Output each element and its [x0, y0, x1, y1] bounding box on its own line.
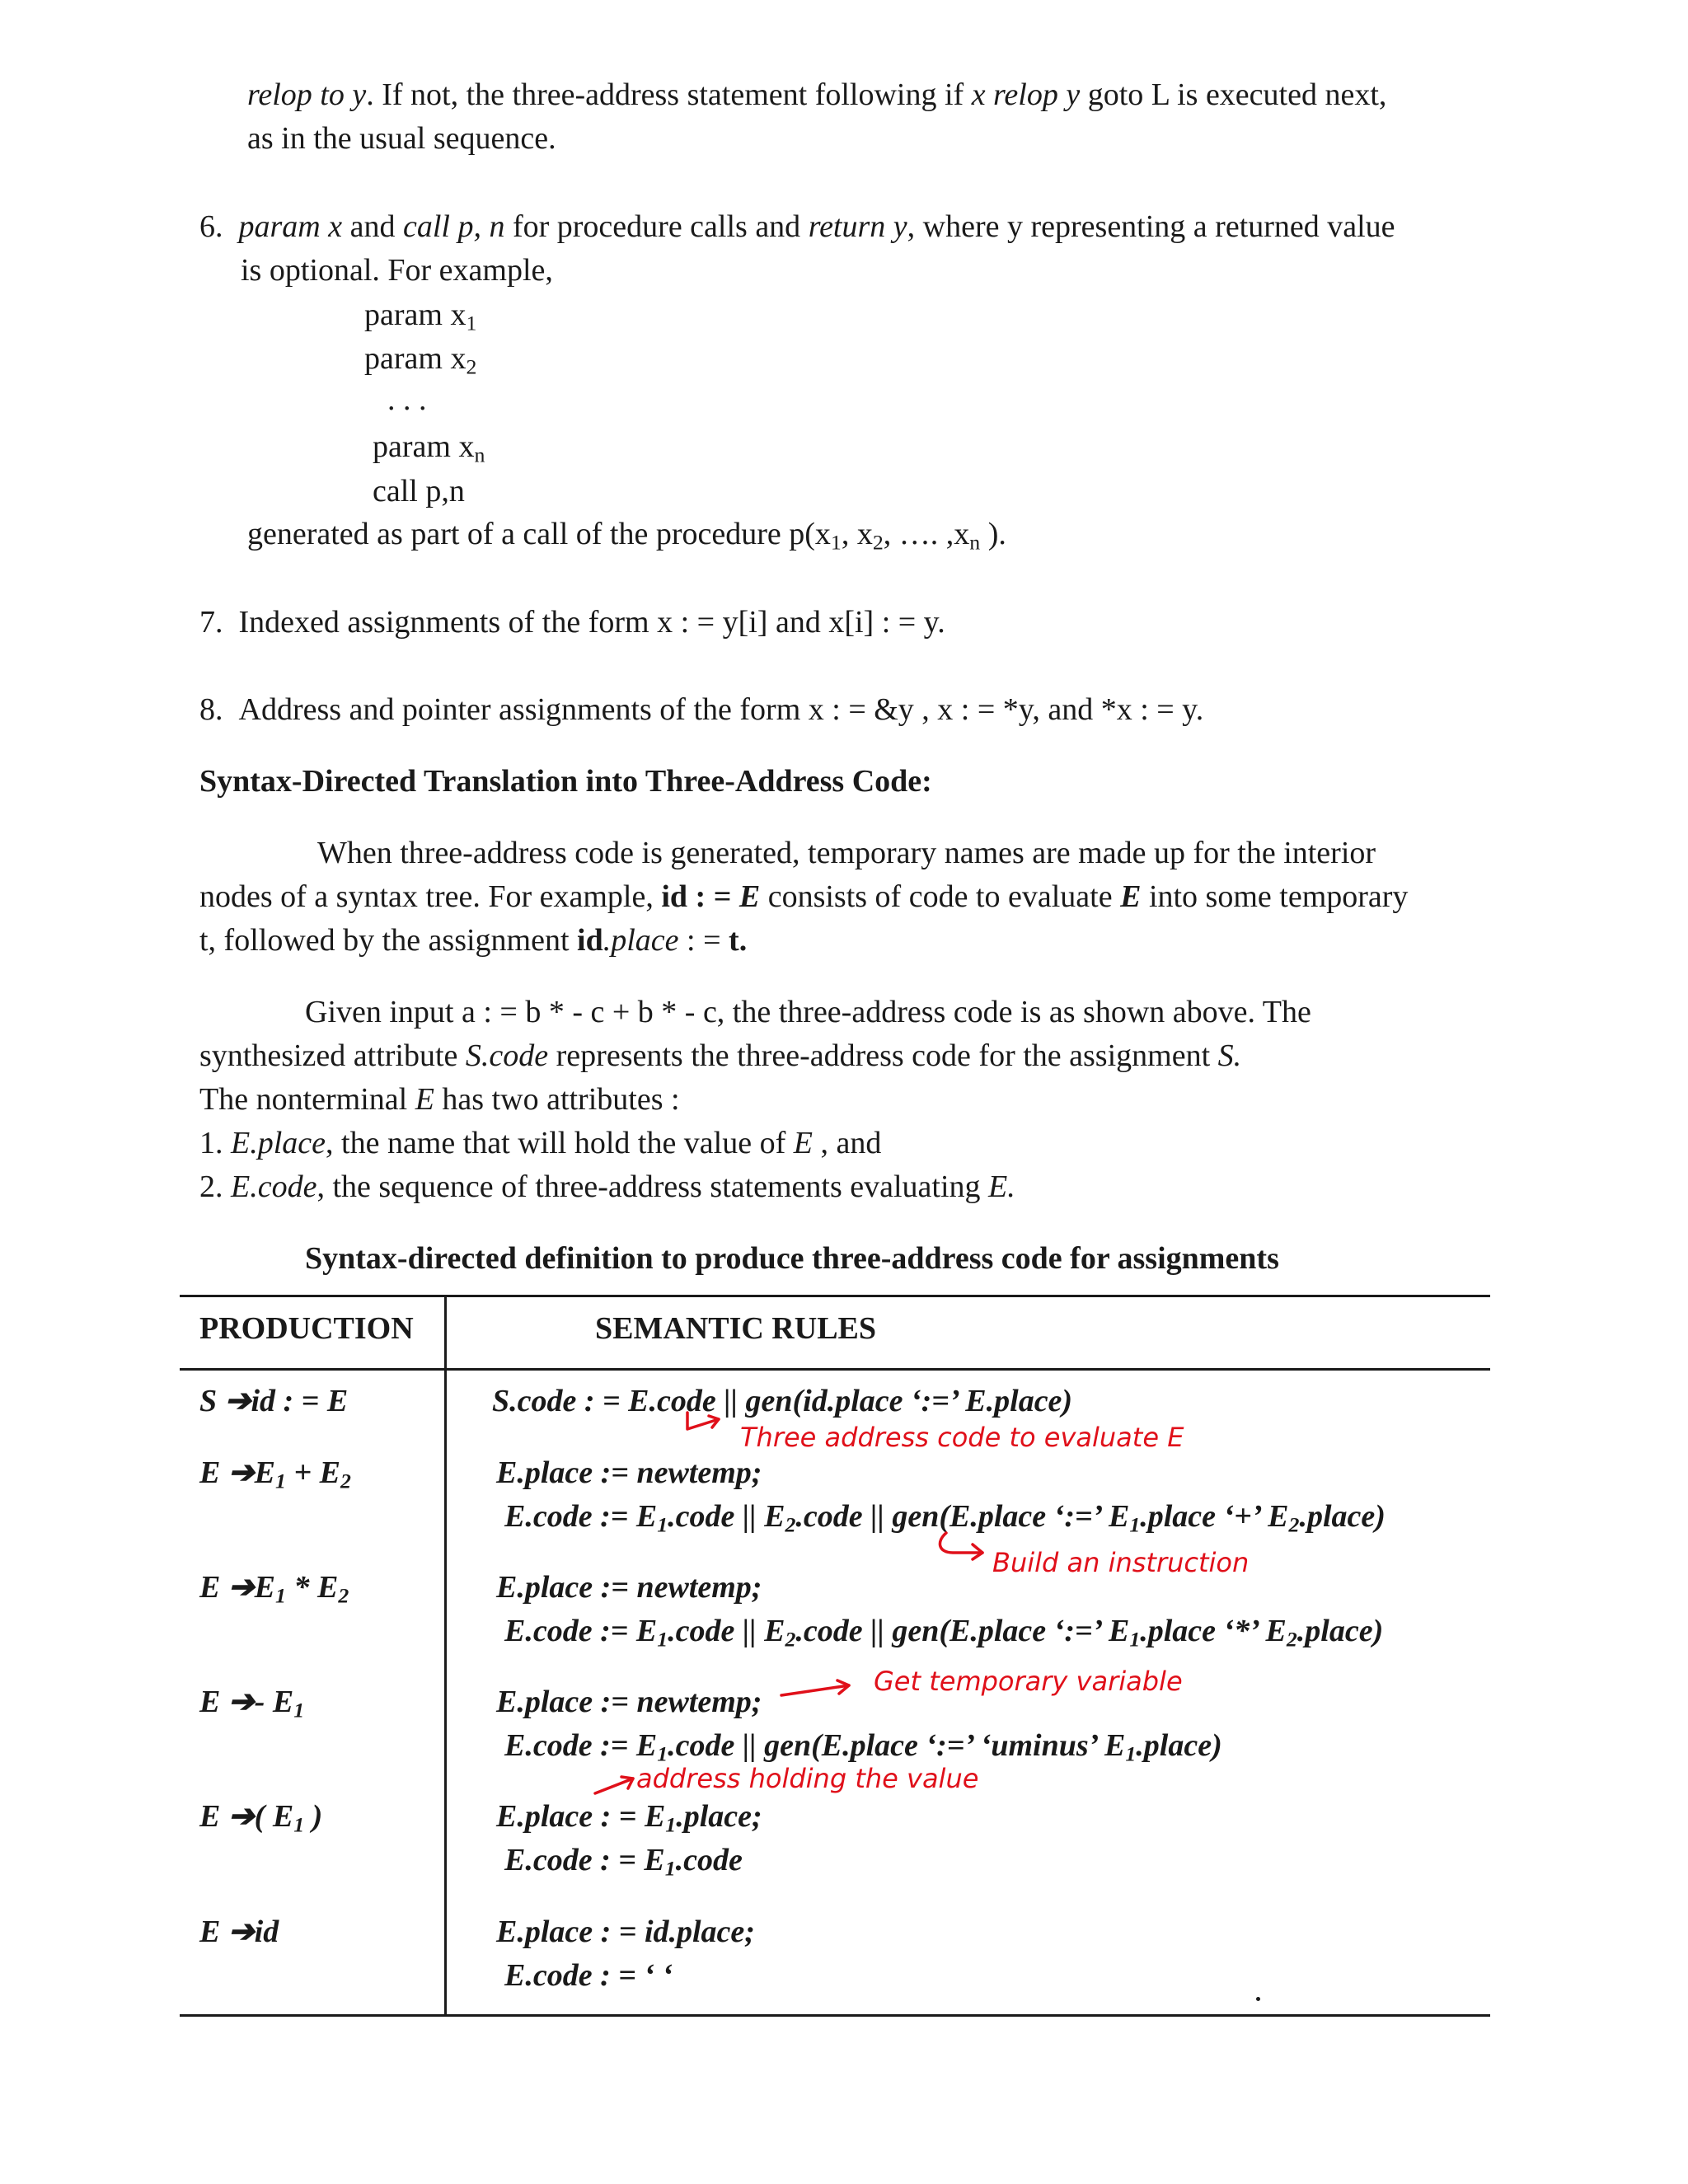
prod-text: ) [304, 1799, 323, 1834]
intro-relop-text: relop to y [247, 77, 367, 112]
annotation-arrow-4 [593, 1772, 640, 1797]
prod-e-paren [199, 1801, 322, 1835]
gen-sub: 1 [830, 530, 842, 555]
prod-sub: 1 [293, 1812, 305, 1837]
annotation-build-instruction: Build an instruction [992, 1547, 1250, 1578]
call-p-n-text: call p, n [402, 209, 505, 244]
item-6-line-1 [199, 211, 1395, 242]
rule-times-code [504, 1615, 1383, 1650]
para-text: consists of code to evaluate [760, 879, 1121, 914]
para-text: represents the three-address code for the assignment [548, 1038, 1218, 1073]
para2-line-2 [199, 1040, 1241, 1071]
code-param-x2 [364, 343, 476, 377]
para-bold: id [577, 923, 603, 958]
list-number: 1. [199, 1126, 231, 1160]
annotation-arrow-2 [935, 1531, 986, 1561]
para2-line-1: Given input a : = b * - c + b * - c, the three-address code is as shown above. The [305, 995, 1311, 1029]
rule-uminus-place: E.place := newtemp; [496, 1685, 762, 1719]
rule-sub: 1 [664, 1856, 676, 1881]
rule-text: E.code := E [504, 1614, 658, 1648]
para-italic: S. [1217, 1038, 1242, 1073]
rule-text: .code || gen(E.place ‘:=’ ‘uminus’ E [668, 1728, 1126, 1763]
annotation-address-holding: address holding the value [636, 1763, 979, 1794]
para-italic: E [415, 1082, 434, 1117]
para-text: into some temporary [1141, 879, 1409, 914]
para-text: t, followed by the assignment [199, 923, 578, 958]
rule-sub: 2 [785, 1627, 796, 1652]
prod-text: E ➔E [199, 1570, 276, 1605]
para-bold: id : = [661, 879, 739, 914]
stray-dot [1256, 1997, 1260, 2001]
code-param-x1 [364, 299, 476, 334]
item-7 [199, 607, 945, 638]
para-text: : = [678, 923, 729, 958]
rule-uminus-code [504, 1730, 1222, 1765]
item-8 [199, 694, 1203, 725]
table-header-rule [180, 1368, 1490, 1371]
rule-text: .place) [1136, 1728, 1222, 1763]
rule-text: .code || gen(E.place ‘:=’ E [795, 1614, 1130, 1648]
annotation-temporary-variable: Get temporary variable [874, 1666, 1183, 1697]
code-subscript: n [474, 443, 485, 467]
list-number: 2. [199, 1169, 231, 1204]
item-8-number: 8. [199, 692, 223, 727]
item-6-text-end: , where y representing a returned value [907, 209, 1395, 244]
annotation-arrow-3 [780, 1677, 854, 1702]
para-text: , the sequence of three-address statements evaluating [316, 1169, 989, 1204]
rule-text: .place; [676, 1799, 762, 1834]
rule-sub: 2 [785, 1512, 796, 1537]
rule-sub: 1 [1129, 1512, 1141, 1537]
rule-times-place: E.place := newtemp; [496, 1570, 762, 1605]
item-6-generated-line [247, 518, 1006, 553]
rule-text: .place ‘*’ E [1140, 1614, 1287, 1648]
prod-e-times [199, 1572, 349, 1606]
gen-sub: n [969, 530, 981, 555]
prod-sub: 1 [293, 1698, 305, 1722]
code-subscript: 2 [466, 354, 477, 379]
prod-text: * E [285, 1570, 339, 1605]
prod-sub: 1 [275, 1583, 286, 1608]
rule-sub: 1 [657, 1627, 668, 1652]
rule-plus-place: E.place := newtemp; [496, 1455, 762, 1490]
param-x-text: param x [238, 209, 343, 244]
code-call-pn: call p,n [373, 474, 465, 509]
prod-text: E ➔- E [199, 1685, 294, 1719]
code-subscript: 1 [466, 311, 477, 335]
item-7-number: 7. [199, 605, 223, 640]
code-text: param x [364, 341, 467, 376]
para-italic: .place [603, 923, 679, 958]
prod-e-uminus [199, 1686, 304, 1721]
para-text: The nonterminal [199, 1082, 415, 1117]
item-8-text: Address and pointer assignments of the form x : = &y , x : = *y, and *x : = y. [238, 692, 1204, 727]
para-bold-italic: E [1120, 879, 1142, 914]
para1-line-1: When three-address code is generated, temporary names are made up for the interior [317, 836, 1376, 870]
para-italic: E [793, 1126, 813, 1160]
header-semantic-rules: SEMANTIC RULES [595, 1311, 877, 1346]
rule-text: .code || E [668, 1614, 785, 1648]
rule-sub: 2 [1288, 1512, 1300, 1537]
para-italic: S.code [465, 1038, 549, 1073]
para-bold-italic: E [738, 879, 761, 914]
rule-plus-code [504, 1501, 1386, 1535]
para-italic: E.place [231, 1126, 326, 1160]
rule-text: .place ‘+’ E [1140, 1499, 1289, 1534]
annotation-arrow-1 [682, 1411, 724, 1441]
gen-text: , x [841, 517, 873, 551]
prod-text: E ➔( E [199, 1799, 294, 1834]
prod-sub: 2 [340, 1469, 351, 1493]
item-6-number: 6. [199, 209, 223, 244]
gen-text: generated as part of a call of the procedure p(x [247, 517, 831, 551]
prod-text: E ➔E [199, 1455, 276, 1490]
rule-sub: 1 [1125, 1741, 1137, 1766]
gen-sub: 2 [872, 530, 884, 555]
annotation-three-address: Three address code to evaluate E [740, 1422, 1184, 1453]
rule-sub: 1 [657, 1741, 668, 1766]
return-y-text: return y [808, 209, 907, 244]
para-text: , and [812, 1126, 882, 1160]
para-text: synthesized attribute [199, 1038, 466, 1073]
para1-line-3 [199, 925, 747, 956]
prod-e-id: E ➔id [199, 1915, 279, 1949]
rule-paren-place [496, 1801, 762, 1835]
rule-id-code: E.code : = ‘ ‘ [504, 1958, 673, 1993]
intro-relop-expr: x relop y [971, 77, 1081, 112]
rule-s-code: S.code : = E.code || gen(id.place ‘:=’ E.place) [492, 1384, 1073, 1418]
rule-text: E.code : = E [504, 1843, 665, 1877]
prod-e-plus [199, 1457, 351, 1492]
code-text: param x [373, 429, 475, 464]
rule-text: .place) [1296, 1614, 1384, 1648]
item-7-text: Indexed assignments of the form x : = y[i] and x[i] : = y. [238, 605, 945, 640]
intro-line-2: as in the usual sequence. [247, 121, 556, 156]
para-text: , the name that will hold the value of [326, 1126, 794, 1160]
rule-text: E.place : = E [496, 1799, 666, 1834]
rule-sub: 1 [1129, 1627, 1141, 1652]
para2-line-3 [199, 1084, 680, 1115]
table-bottom-rule [180, 2014, 1490, 2017]
prod-text: + E [285, 1455, 340, 1490]
rule-text: .code || E [668, 1499, 785, 1534]
item-6-text: for procedure calls and [504, 209, 809, 244]
table-title: Syntax-directed definition to produce three-address code for assignments [305, 1241, 1279, 1276]
para-bold: t. [729, 923, 748, 958]
item-6-line-2: is optional. For example, [241, 253, 553, 288]
rule-sub: 1 [657, 1512, 668, 1537]
code-param-xn [373, 431, 485, 466]
para-italic: E.code [231, 1169, 317, 1204]
intro-line-1 [247, 79, 1386, 110]
rule-text: E.code := E [504, 1728, 658, 1763]
para-text: nodes of a syntax tree. For example, [199, 879, 662, 914]
table-column-divider [444, 1295, 447, 2017]
rule-text: .code || gen(E.place ‘:=’ E [795, 1499, 1130, 1534]
para-text: has two attributes : [434, 1082, 680, 1117]
rule-text: .place) [1299, 1499, 1386, 1534]
rule-id-place: E.place : = id.place; [496, 1915, 755, 1949]
para-italic: E. [988, 1169, 1015, 1204]
header-production: PRODUCTION [199, 1311, 414, 1346]
rule-paren-code [504, 1844, 743, 1879]
intro-text: . If not, the three-address statement following if [366, 77, 972, 112]
item-6-and: and [342, 209, 403, 244]
prod-s-id-e: S ➔id : = E [199, 1384, 349, 1418]
prod-sub: 1 [275, 1469, 286, 1493]
para1-line-2 [199, 881, 1408, 912]
para2-list-item-1 [199, 1127, 881, 1159]
code-text: param x [364, 298, 467, 332]
rule-sub: 1 [665, 1812, 677, 1837]
rule-text: E.code := E [504, 1499, 658, 1534]
rule-text: .code [675, 1843, 743, 1877]
gen-text: ). [980, 517, 1006, 551]
intro-text-end: goto L is executed next, [1080, 77, 1387, 112]
gen-text: , …. ,x [883, 517, 970, 551]
section-heading: Syntax-Directed Translation into Three-Address Code: [199, 764, 932, 799]
table-top-rule [180, 1295, 1490, 1297]
rule-sub: 2 [1286, 1627, 1297, 1652]
para2-list-item-2 [199, 1171, 1015, 1202]
prod-sub: 2 [338, 1583, 349, 1608]
code-ellipsis: . . . [387, 382, 427, 417]
